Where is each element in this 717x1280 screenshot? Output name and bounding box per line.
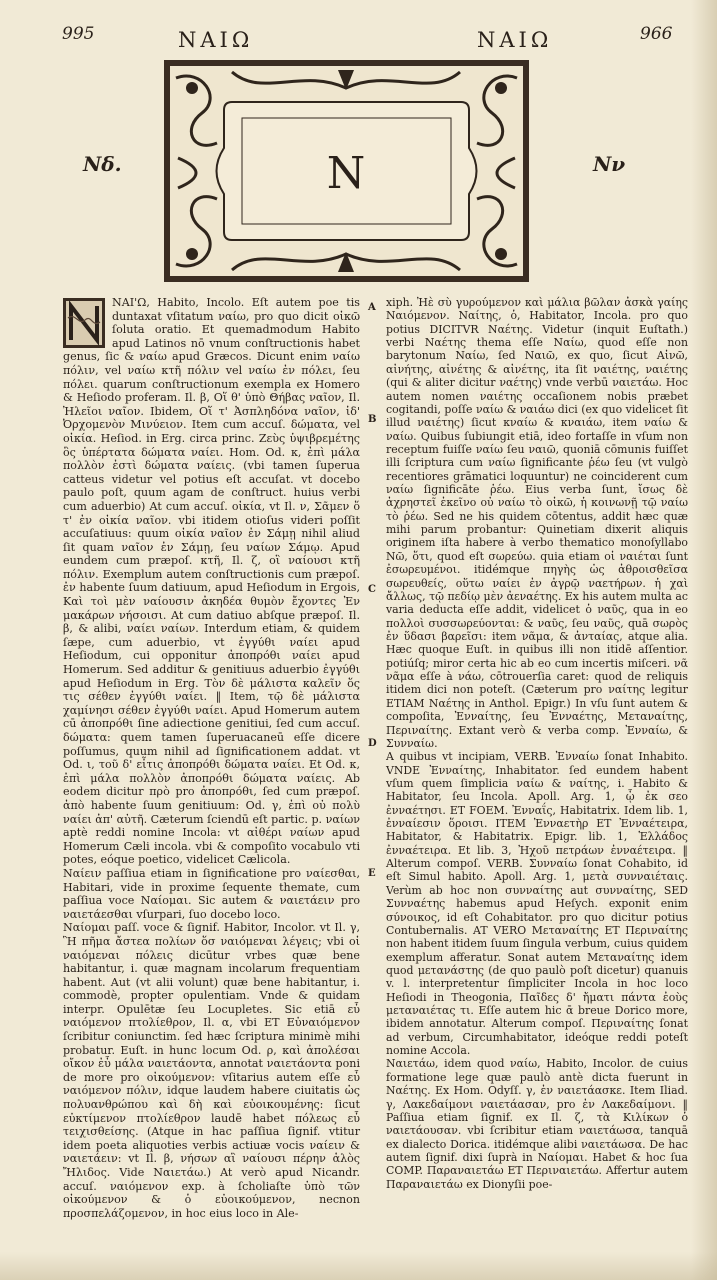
section-mark-left: Νδ.	[83, 152, 122, 176]
margin-letter-d: D	[368, 738, 377, 749]
ornamental-headpiece	[162, 58, 531, 284]
page-bottom-shadow	[0, 1252, 717, 1280]
section-mark-right: Nν	[593, 152, 626, 176]
decorated-initial-n	[63, 298, 105, 348]
page-edge-shadow	[691, 0, 717, 1280]
margin-letter-b: B	[368, 414, 377, 425]
ornament-letter: N	[326, 148, 366, 199]
margin-letter-e: E	[368, 868, 376, 879]
entry-naites: xiph. Ἠὲ σὺ γυρούμενον καὶ μάλια βῶλαν ἀσκὰ γαίης Ναιόμενον. Ναίτης, ὁ, Habitator, Incola. pro quo potius DICITVR Ναέτης. Videtur (inquit Euſtath.) verbi Ναέτης thema eſſe Ναίω, quod eſſe non barytonum Ναίω, ſed Ναιῶ, ex quo, ſicut Αἰνῶ, αἰνήτης, αἰνέτης & αἰνέτης, ita ſit ναιέτης, ναιέτης (qui & aliter dicitur ναέτης) vnde verbū ναιετάω. Hoc autem nomen ναιέτης occaſionem nobis præbet cogitandi, poſſe ναίω & ναιάω dici (ex quo videlicet ſit illud ναιέτης) ſicut κναίω & κναιάω, item ναίω & ναίω. Quibus ſubiungit etiā, ideo fortaſſe in vſum non receptum fuiſſe ναίω ſeu ναιῶ, quoniā cōmunis fuiſſet illi ſcriptura cum ναίω ſignificante ῥέω ſeu (vt vulgò recentiores grāmatici loquuntur) ne coinciderent cum ναίω ſignificāte ῥέω. Eius verba ſunt, ἴσως δὲ ἀχρηστεῖ ἐκεῖνο οὐ ναίω τὸ οἰκῶ, ἡ κοινωνῇ τῷ ναίω τὸ ῥέω. Sed ne his quidem cōtentus, addit hæc quæ mihi parum probantur: Quinetiam dixerit aliquis originem iſta habere à verbo thematico monoſyllabo Νῶ, ὅτι, quod eſt σωρεύω. quia etiam οἱ ναιέται ſunt ἐσωρευμένοι. itidémque πηγὴς ὡς ἀθροισθεῖσα σωρευθείς, οὕτω ναίει ἐν ἀγρῷ ναετήρων. ἡ χαὶ ἄλλως, τῷ πεδίῳ μὲν ἀεναέτης. Ex his autem multa ac varia deducta eſſe addit, videlicet ὁ ναῦς, qua in eo πολλοὶ συσσωρεύονται: & ναῦς, ſeu ναῦς, quā σωρὸς ἐν ὕδασι βαρεῖσι: item νᾶμα, & ἀνταίας, atque alia. Hæc quoque Euſt. in quibus illi non itidē aſſentior. potiúſq; miror certa hic ab eo cum incertis miſceri. νᾶ νᾶμα eſſe à νάω, cōtrouerſia caret: quod de reliquis itidem dici non poteſt. (Cæterum pro ναίτης legitur ETIAM Ναέτης in Anthol. Epigr.) In vſu ſunt autem & compoſita, Ἐνναίτης, ſeu Ἐνναέτης, Μεταναίτης, Περιναίτης. Extant verò & verba comp. Ἐνναίω, & Συνναίω.	[386, 296, 688, 750]
page-number-right: 966	[640, 24, 673, 44]
page-number-left: 995	[62, 24, 95, 44]
entry-naietao: Ναιετάω, idem quod ναίω, Habito, Incolor. de cuius formatione lege quæ paulò antè dicta fuerunt in Ναέτης. Ex Hom. Odyſſ. γ, ἐν ναιετάασκε. Item Iliad. γ, Λακεδαίμονι ναιετάασαν, pro ἐν Λακεδαίμονι. ‖ Paſſiua etiam ſignif. ex Il. ζ, τὰ Κιλίκων ὁ ναιετάουσαν. vbi ſcribitur etiam ναιετάωσα, tanquā ex dialecto Dorica. itidémque alibi ναιετάωσα. De hac autem ſignif. dixi ſuprà in Ναίομαι. Habet & hoc ſua COMP. Παραναιετάω ET Περιναιετάω. Affertur autem Παραναιετάω ex Dionyſii poe-	[386, 1057, 688, 1191]
text-column-right	[386, 296, 688, 1191]
entry-naiomai: Ναίομαι paſſ. voce & ſignif. Habitor, Incolor. vt Il. γ, Ἣ πῆμα ἄστεα πολίων ὅσ ναιόμεναι λέγεις; vbi οἱ ναιόμεναι πόλεις dicūtur vrbes quæ bene habitantur, i. quæ magnam incolarum frequentiam habent. Aut (vt alii volunt) quæ bene habitantur, i. commodè, propter opulentiam. Vnde & quidam interpr. Opulētæ ſeu Locupletes. Sic etiā εὖ ναιόμενον πτολίεθρον, Il. α, vbi ET Εὐναιόμενον ſcribitur coniunctim. ſed hæc ſcriptura minimè mihi probatur. Euſt. in hunc locum Od. ρ, καὶ ἀπολέσαι οἴκον ἐὖ μάλα ναιετάοντα, annotat ναιετάοντα poni de more pro οἰκούμενον: vſitarius autem eſſe εὖ ναιόμενον πόλιν, idque laudem habere ciuitatis ὡς πολυανθρώπου καὶ δὴ καὶ εὐοικουμένης: ſicut εὐκτίμενον πτολίεθρον laudē habet πόλεως εὖ τειχισθείσης. (Atque in hac paſſiua ſignif. vtitur idem poeta aliquoties verbis actiuæ vocis ναίειν & ναιετάειν: vt Il. β, νήσων αἳ ναίουσι πέρην ἁλὸς Ἤλιδος. Vide Ναιετάω.) At verò apud Nicandr. accuſ. ναιόμενον exp. à ſcholiaſte ὑπὸ τῶν οἰκούμενον & ὁ εὐοικούμενον, necnon προσπελάζομενον, in hoc eius loco in Ale-	[63, 921, 360, 1220]
margin-letter-c: C	[368, 584, 376, 595]
text-column-left	[63, 296, 360, 1220]
entry-naiein-passive: Ναίειν paſſiua etiam in ſignificatione pro ναίεσθαι, Habitari, vide in proxime ſequente themate, cum paſſiua voce Ναίομαι. Sic autem & ναιετάειν pro ναιετάεσθαι vſurpari, ſuo docebo loco.	[63, 866, 360, 921]
running-head-right: ΝΑΙΩ	[477, 28, 553, 52]
margin-letter-a: A	[368, 302, 376, 313]
entry-ennaio: A quibus vt incipiam, VERB. Ἐνναίω ſonat Inhabito. VNDE Ἐνναίτης, Inhabitator. ſed eundem habent vſum quem ſimplicia ναίω & ναίτης, i. Habito & Habitator, ſeu Incola. Apoll. Arg. 1, ᾧ ἐκ σεο ἐνναέτησι. ET FOEM. Ἐνναΐς, Habitatrix. Idem lib. 1, ἐνναίεσιν ὅροισι. ITEM Ἐνναετὴρ ET Ἐνναέτειρα, Habitator, & Habitatrix. Epigr. lib. 1, Ἑλλάδος ἐνναέτειρα. Et lib. 3, Ἠχοῦ πετράων ἐνναέτειρα. ‖ Alterum compoſ. VERB. Συνναίω ſonat Cohabito, id eſt Simul habito. Apoll. Arg. 1, μετὰ συνναιέταις. Verùm ab hoc non συνναίτης aut συνναίτης, SED Συνναέτης habemus apud Heſych. exponit enim σύνοικος, id eſt Cohabitator. pro quo dicitur potius Contubernalis. AT VERO Μεταναίτης ET Περιναίτης non habent itidem ſuum ſingula verbum, cuius quidem exemplum afferatur. Sonat autem Μεταναίτης idem quod μετανάστης (de quo paulò poſt dicetur) quanuis v. l. interpretentur ſimpliciter Incola in hoc loco Heſiodi in Theogonia, Παῖδες δ' ἤματι πάντα ἐοὺς μεταναιέτας τι. Eſſe autem hic ᾱ breue Dorico more, ibidem annotatur. Alterum compoſ. Περιναίτης ſonat ad verbum, Circumhabitator, ideóque reddi poteſt nomine Accola.	[386, 750, 688, 1058]
entry-naio: ΝΑΙ'Ω, Habito, Incolo. Eſt autem poe tis duntaxat vſitatum ναίω, pro quo dicit οἰκῶ ſoluta oratio. Et quemadmodum Habito apud Latinos nō vnum conſtructionis habet genus, ſic & ναίω apud Græcos. Dicunt enim ναίω πόλιν, vel ναίω κτῆ πόλιν vel ναίω ἐν πόλει, ſeu πόλει. quarum conſtructionum exempla ex Homero & Heſiodo proferam. Il. β, Οἵ θ' ὑπὸ Θήβας ναῖον, Il. Ἠλεῖοι ναῖον. Ibidem, Οἵ τ' Ἀσπληδόνα ναῖον, ἰδ' Ὀρχομενὸν Μινύειον. Item cum accuſ. δώματα, vel οἰκία. Heſiod. in Erg. circa princ. Ζεὺς ὑψιβρεμέτης ὃς ὑπέρτατα δώματα ναίει. Hom. Od. κ, ἐπὶ μάλα πολλὸν ἐστὶ δώματα ναίεις. (vbi tamen ſuperua catteus videtur vel potius eſt accuſat. vt docebo paulo poſt, quum agam de conſtruct. huius verbi cum aduerbio) At cum accuſ. οἰκία, vt Il. ν, Σᾶμεν ὅ τ' ἐν οἰκία ναῖον. vbi itidem otioſus videri poſſit accuſatiuus: quum οἰκία ναῖον ἐν Σάμῃ nihil aliud ſit quam ναῖον ἐν Σάμῃ, ſeu ναίων Σάμῳ. Apud eundem cum præpoſ. κτῆ, Il. ζ, οἳ ναίουσι κτῆ πόλιν. Exemplum autem conſtructionis cum præpoſ. ἐν habente ſuum datiuum, apud Heſiodum in Ergois, Καὶ τοὶ μὲν ναίουσιν ἀκηδέα θυμὸν ἔχοντες Ἐν μακάρων νήσοισι. At cum datiuo abſque præpoſ. Il. β, & alibi, ναίει ναίων. Interdum etiam, & quidem ſæpe, cum aduerbio, vt ἐγγύθι ναίει apud Heſiodum, cui opponitur ἀποπρόθι ναίει apud Homerum. Sed additur & genitiuus aduerbio ἐγγύθι apud Heſiodum in Erg. Τὸν δὲ μάλιστα καλεῖν ὅς τις σέθεν ἐγγύθι ναίει. ‖ Item, τῷ δὲ μάλιστα χαμίνησι σέθεν ἐγγύθι ναίει. Apud Homerum autem cū ἀποπρόθι ſine adiectione genitiui, ſed cum accuſ. δώματα: quem tamen ſuperuacaneū eſſe dicere poſſumus, quum nihil ad ſignificationem addat. vt Od. ι, τοῦ δ' εἶτις ἀποπρόθι δώματα ναίει. Et Od. κ, ἐπὶ μάλα πολλὸν ἀποπρόθι δώματα ναίεις. Ab eodem dicitur πρὸ pro ἀποπρόθι, ſed cum præpoſ. ἀπὸ habente ſuum genitiuum: Od. γ, ἐπὶ οὐ πολὺ ναίει ἀπ' αὐτῆ. Cæterum ſciendū eſt partic. p. ναίων aptè reddi nomine Incola: vt αἰθέρι ναίων apud Homerum Cæli incola. vbi & compoſito vocabulo vti potes, eóque poetico, videlicet Cælicola.	[63, 296, 360, 867]
running-head-left: ΝΑΙΩ	[178, 28, 254, 52]
